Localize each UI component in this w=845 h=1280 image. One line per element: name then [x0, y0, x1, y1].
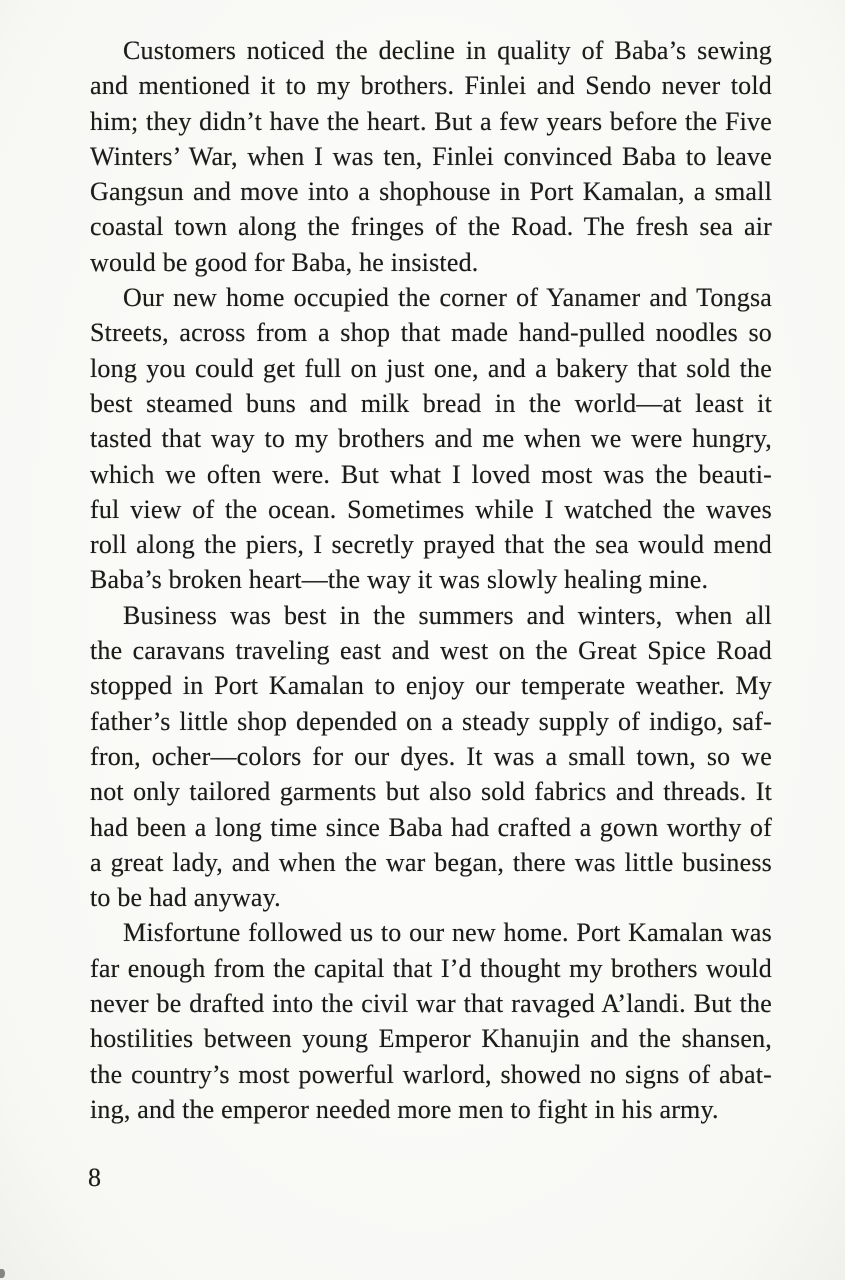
scan-artifact [0, 1269, 5, 1278]
text-line: tasted that way to my brothers and me when we were hungry, [90, 424, 772, 454]
text-line: Customers noticed the decline in quality of Baba’s sewing [123, 36, 772, 65]
text-line: to be had anyway. [90, 883, 281, 913]
text-line: Winters’ War, when I was ten, Finlei convinced Baba to leave [90, 141, 772, 171]
text-line: Business was best in the summers and winters, when all [123, 600, 772, 630]
paragraph [90, 33, 772, 280]
text-line: not only tailored garments but also sold fabrics and threads. It [90, 777, 772, 807]
text-line: roll along the piers, I secretly prayed that the sea would mend [90, 530, 772, 560]
text-line: ing, and the emperor needed more men to fight in his army. [90, 1094, 719, 1124]
text-line: long you could get full on just one, and a bakery that sold the [90, 353, 772, 383]
text-line: had been a long time since Baba had crafted a gown worthy of [90, 812, 772, 842]
text-line: fron, ocher—colors for our dyes. It was a small town, so we [90, 741, 772, 771]
paragraph [90, 915, 772, 1127]
paragraph [90, 598, 772, 916]
page-text [90, 33, 772, 1127]
text-line: the country’s most powerful warlord, showed no signs of abat- [90, 1059, 772, 1089]
paragraph [90, 280, 772, 598]
text-line: Our new home occupied the corner of Yanamer and Tongsa [123, 283, 772, 313]
text-line: Streets, across from a shop that made hand-pulled noodles so [90, 318, 772, 348]
text-line: would be good for Baba, he insisted. [90, 247, 479, 277]
text-line: coastal town along the fringes of the Road. The fresh sea air [90, 212, 772, 242]
text-line: hostilities between young Emperor Khanujin and the shansen, [90, 1024, 772, 1054]
text-line: far enough from the capital that I’d thought my brothers would [90, 953, 772, 983]
page-number: 8 [88, 1163, 101, 1192]
text-line: Gangsun and move into a shophouse in Port Kamalan, a small [90, 177, 772, 207]
text-line: ful view of the ocean. Sometimes while I watched the waves [90, 494, 772, 524]
text-line: a great lady, and when the war began, there was little business [90, 847, 772, 877]
text-line: stopped in Port Kamalan to enjoy our temperate weather. My [90, 671, 772, 701]
text-line: the caravans traveling east and west on the Great Spice Road [90, 636, 772, 666]
text-line: Baba’s broken heart—the way it was slowly healing mine. [90, 565, 709, 595]
text-line: and mentioned it to my brothers. Finlei and Sendo never told [90, 71, 772, 101]
text-line: Misfortune followed us to our new home. Port Kamalan was [123, 918, 772, 948]
text-line: father’s little shop depended on a steady supply of indigo, saf- [90, 706, 772, 736]
text-line: him; they didn’t have the heart. But a few years before the Five [90, 106, 772, 136]
text-line: best steamed buns and milk bread in the world—at least it [90, 388, 772, 418]
text-line: which we often were. But what I loved most was the beauti- [90, 459, 772, 489]
text-line: never be drafted into the civil war that ravaged A’landi. But the [90, 989, 772, 1019]
